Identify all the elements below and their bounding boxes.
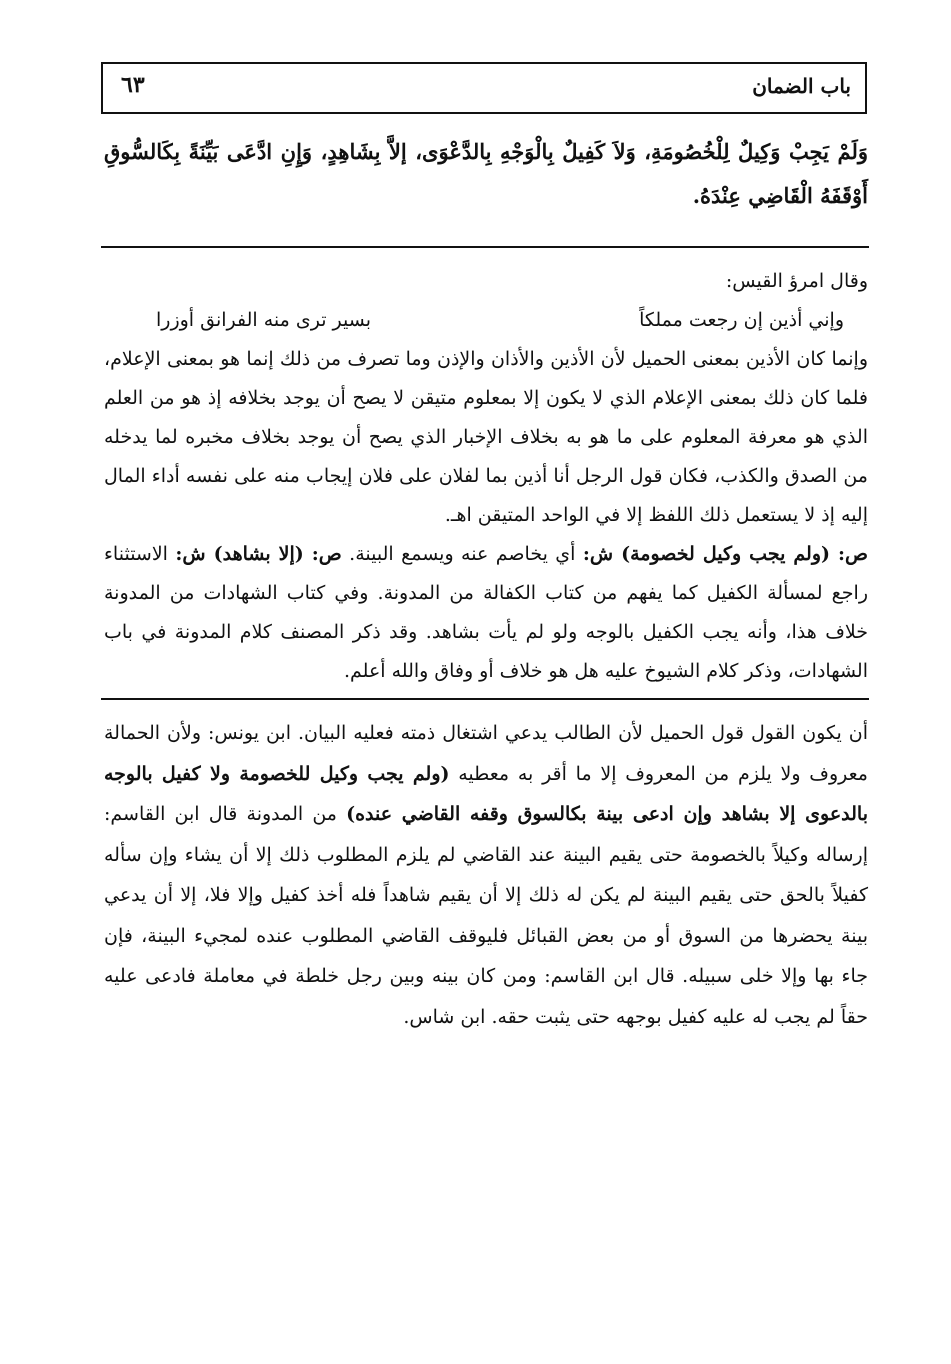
- commentary-section: [104, 262, 868, 691]
- page-number: ٦٣: [121, 72, 145, 98]
- footnote-divider: [101, 698, 869, 700]
- footnote-bold-quote: (ولم يجب وكيل للخصومة ولا كفيل بالوجه بالدعوى إلا بشاهد وإن ادعى بينة بكالسوق وقفه القاضي عنده): [104, 762, 869, 825]
- matn-citation-1: ص: (ولم يجب وكيل لخصومة) ش:: [582, 543, 869, 565]
- commentary-text-1: أي يخاصم عنه ويسمع البينة.: [341, 543, 583, 565]
- section-divider-top: [101, 246, 869, 248]
- verse-second-hemistich: بسير ترى منه الفرانق أوزرا: [156, 309, 372, 331]
- poetry-verse: [104, 301, 868, 340]
- commentary-text-2: الاستثناء راجع لمسألة الكفيل كما يفهم من كتاب الكفالة من المدونة. وفي كتاب الشهادات من المدونة خلاف هذا، وأنه يجب الكفيل بالوجه ولو لم يأت بشاهد. وقد ذكر المصنف كلام المدونة في باب الشهادات، وذكر كلام الشيوخ عليه هل هو خلاف أو وفاق والله أعلم.: [104, 543, 868, 682]
- verse-first-hemistich: وإني أذين إن رجعت مملكاً: [639, 309, 844, 331]
- chapter-title: باب الضمان: [752, 74, 851, 98]
- footnote-paragraph: [104, 713, 868, 1037]
- footnote-text-2: من المدونة قال ابن القاسم: إرساله وكيلاً بالخصومة حتى يقيم البينة عند القاضي لم يلزم المطلوب ذلك إلا أن يشاء وإن سأله كفيلاً بالحق حتى يقيم البينة لم يكن له ذلك إلا أن يقيم شاهداً فله أخذ كفيل وإلا فلا، إلا أن يدعي بينة يحضرها من السوق أو من بعض القبائل فليوقف القاضي المطلوب عنده لمجيء البينة، فإن جاء بها وإلا خلى سبيله. قال ابن القاسم: ومن كان بينه وبين رجل خلطة في معاملة فادعى عليه حقاً لم يجب له عليه كفيل بوجهه حتى يثبت حقه. ابن شاس.: [104, 803, 868, 1028]
- matn-citation-2: ص: (إلا بشاهد) ش:: [175, 543, 342, 565]
- matn-text: [104, 130, 868, 218]
- matn-paragraph: وَلَمْ يَجِبْ وَكِيلٌ لِلْخُصُومَةِ، وَلاَ كَفِيلٌ بِالْوَجْهِ بِالدَّعْوَى، إلاَّ بِشَاهِدٍ، وَإِنِ ادَّعَى بَيِّنَةً بِكَالسُّوقِ أَوْقَفَهُ الْقَاضِي عِنْدَهُ.: [104, 139, 868, 208]
- commentary-paragraph-1: وإنما كان الأذين بمعنى الحميل لأن الأذين والأذان والإذن وما تصرف من ذلك إنما هو بمعنى الإعلام، فلما كان ذلك بمعنى الإعلام الذي لا يكون إلا بمعلوم متيقن لا يصح أن يوجد بخلافه إذ هو من العلم الذي هو معرفة المعلوم على ما هو به بخلاف الإخبار الذي يصح أن يوجد بخلاف مخبره لما يدخله من الصدق والكذب، فكان قول الرجل أنا أذين بما لفلان على فلان إيجاب منه على نفسه أداء المال إليه إذ لا يستعمل ذلك اللفظ إلا في الواحد المتيقن اهـ.: [104, 348, 868, 526]
- footnotes-section: [104, 713, 868, 1037]
- verse-intro: وقال امرؤ القيس:: [725, 270, 868, 292]
- footnote-text-1: أن يكون القول قول الحميل لأن الطالب يدعي اشتغال ذمته فعليه البيان. ابن يونس: ولأن الحمالة معروف ولا يلزم من المعروف إلا ما أقر به معطيه: [104, 722, 868, 785]
- page-header: [101, 62, 867, 114]
- commentary-paragraph-2: [104, 535, 868, 691]
